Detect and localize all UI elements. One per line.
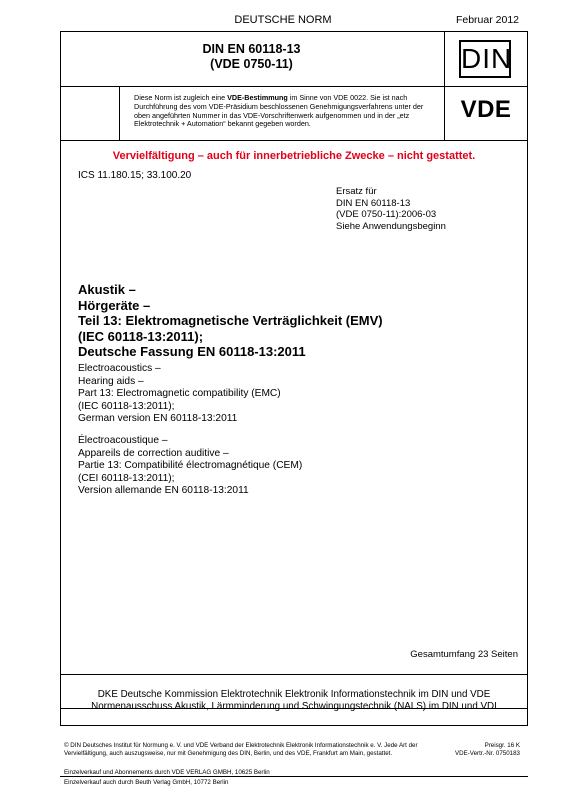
english-title: Electroacoustics – Hearing aids – Part 13: Electromagnetic compatibility (EMC) (IEC 60118-13:2011); German version EN 60118-13:2011 xyxy=(78,363,281,424)
price-info xyxy=(455,742,520,757)
standard-number: DIN EN 60118-13 xyxy=(202,42,301,56)
divider-logo-column xyxy=(444,32,445,140)
page-count: Gesamtumfang 23 Seiten xyxy=(410,649,518,660)
replacement-line: (VDE 0750-11):2006-03 xyxy=(336,209,437,220)
ics-code: ICS 11.180.15; 33.100.20 xyxy=(78,170,192,181)
replacement-line: DIN EN 60118-13 xyxy=(336,197,411,209)
replacement-info xyxy=(336,186,446,232)
publication-date: Februar 2012 xyxy=(455,14,519,26)
sales-beuth: Einzelverkauf auch durch Beuth Verlag GmbH, 10772 Berlin xyxy=(64,779,229,786)
vde-order-number: VDE-Vertr.-Nr. 0750183 xyxy=(455,749,520,757)
din-logo: DIN xyxy=(459,40,511,78)
vde-notice: Diese Norm ist zugleich eine VDE-Bestimmung im Sinne von VDE 0022. Sie ist nach Durchführung des vom VDE-Präsidium beschlossenen Genehmigungsverfahrens unter der oben angeführten Nummer in das VDE-Vorschriftenwerk aufgenommen und in der „etz Elektrotechnik + Automation“ bekannt gegeben worden. xyxy=(134,93,424,129)
vde-logo: VDE xyxy=(460,96,512,123)
vde-number: (VDE 0750-11) xyxy=(210,57,293,71)
divider-notice-left xyxy=(119,86,120,140)
replacement-line: Ersatz für xyxy=(336,186,377,197)
replacement-line: Siehe Anwendungsbeginn xyxy=(336,220,446,232)
price-group: Preisgr. 16 K xyxy=(484,742,520,749)
copyright-notice: © DIN Deutsches Institut für Normung e. V. und VDE Verband der Elektrotechnik Elektronik Informationstechnik e. V. Jede Art der Vervielfältigung, auch auszugsweise, nur mit Genehmigung des DIN, Berlin, und des VDE, Frankfurt am Main, gestattet. xyxy=(64,742,418,757)
french-title: Électroacoustique – Appareils de correction auditive – Partie 13: Compatibilité électromagnétique (CEM) (CEI 60118-13:2011); Version allemande EN 60118-13:2011 xyxy=(78,435,303,496)
german-title: Akustik – Hörgeräte – Teil 13: Elektromagnetische Verträglichkeit (EMV) (IEC 60118-13:2011); Deutsche Fassung EN 60118-13:2011 xyxy=(78,282,383,359)
standard-designation xyxy=(60,42,443,72)
reproduction-notice: Vervielfältigung – auch für innerbetriebliche Zwecke – nicht gestattet. xyxy=(112,150,476,162)
sales-vde: Einzelverkauf und Abonnements durch VDE VERLAG GMBH, 10625 Berlin xyxy=(64,769,270,776)
committee-info: DKE Deutsche Kommission Elektrotechnik Elektronik Informationstechnik im DIN und VDE Normenausschuss Akustik, Lärmminderung und Schwingungstechnik (NALS) im DIN und VDI xyxy=(91,689,497,712)
divider-committee xyxy=(61,674,527,675)
document-type-label: DEUTSCHE NORM xyxy=(234,14,332,26)
divider-title xyxy=(61,86,527,87)
divider-notice xyxy=(61,140,527,141)
footer-divider xyxy=(60,776,528,777)
